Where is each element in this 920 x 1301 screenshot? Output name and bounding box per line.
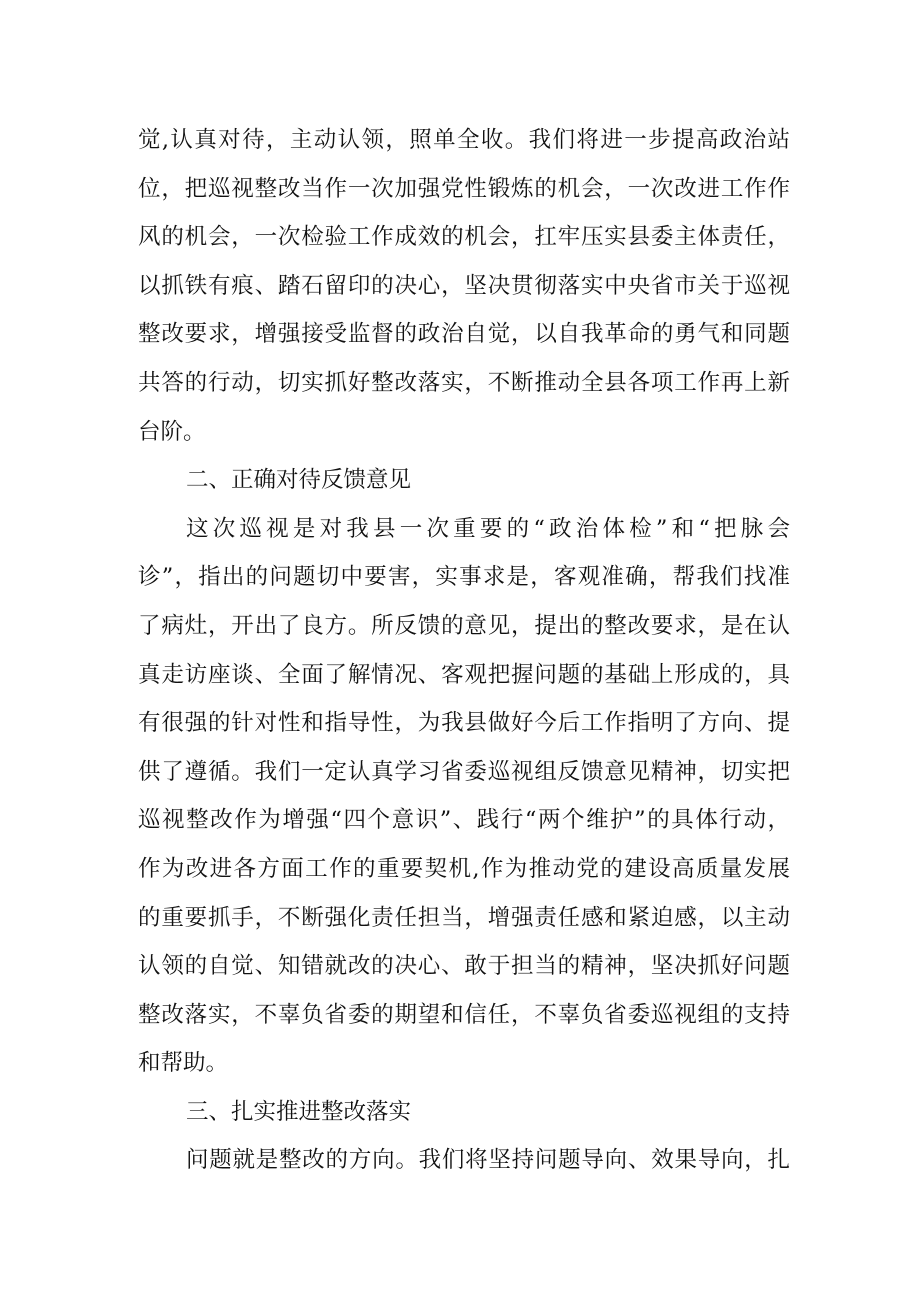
text-line: 台阶。 — [138, 418, 206, 445]
text-line: 和帮助。 — [138, 1050, 229, 1077]
text-line: 了病灶，开出了良方。所反馈的意见，提出的整改要求，是在认 — [138, 612, 790, 639]
text-line: 位，把巡视整改当作一次加强党性锻炼的机会，一次改进工作作 — [138, 175, 790, 202]
text-line: 诊”，指出的问题切中要害，实事求是，客观准确，帮我们找准 — [138, 564, 790, 591]
text-line: 真走访座谈、全面了解情况、客观把握问题的基础上形成的，具 — [138, 661, 790, 688]
text-line: 问题就是整改的方向。我们将坚持问题导向、效果导向，扎 — [186, 1147, 790, 1174]
text-line: 觉,认真对待，主动认领，照单全收。我们将进一步提高政治站 — [138, 127, 790, 153]
section-heading — [138, 1088, 790, 1137]
section-heading — [138, 456, 790, 505]
text-line: 作为改进各方面工作的重要契机,作为推动党的建设高质量发展 — [138, 855, 790, 882]
text-line: 风的机会，一次检验工作成效的机会，扛牢压实县委主体责任， — [138, 224, 790, 251]
text-line: 以抓铁有痕、踏石留印的决心，坚决贯彻落实中央省市关于巡视 — [138, 272, 790, 299]
document-body — [138, 116, 790, 1185]
text-line: 整改要求，增强接受监督的政治自觉，以自我革命的勇气和同题 — [138, 321, 790, 348]
section-heading-text: 二、正确对待反馈意见 — [186, 467, 412, 494]
paragraph — [138, 505, 790, 1088]
paragraph — [138, 116, 790, 456]
text-line: 巡视整改作为增强“四个意识”、践行“两个维护”的具体行动， — [138, 807, 790, 834]
text-line: 整改落实，不辜负省委的期望和信任，不辜负省委巡视组的支持 — [138, 1001, 790, 1028]
text-line: 的重要抓手，不断强化责任担当，增强责任感和紧迫感，以主动 — [138, 904, 790, 931]
text-line: 这次巡视是对我县一次重要的“政治体检”和“把脉会 — [186, 515, 790, 542]
text-line: 共答的行动，切实抓好整改落实，不断推动全县各项工作再上新 — [138, 369, 790, 396]
text-line: 供了遵循。我们一定认真学习省委巡视组反馈意见精神，切实把 — [138, 758, 790, 785]
section-heading-text: 三、扎实推进整改落实 — [186, 1098, 412, 1125]
text-line: 认领的自觉、知错就改的决心、敢于担当的精神，坚决抓好问题 — [138, 953, 790, 980]
paragraph — [138, 1136, 790, 1185]
text-line: 有很强的针对性和指导性，为我县做好今后工作指明了方向、提 — [138, 710, 790, 737]
